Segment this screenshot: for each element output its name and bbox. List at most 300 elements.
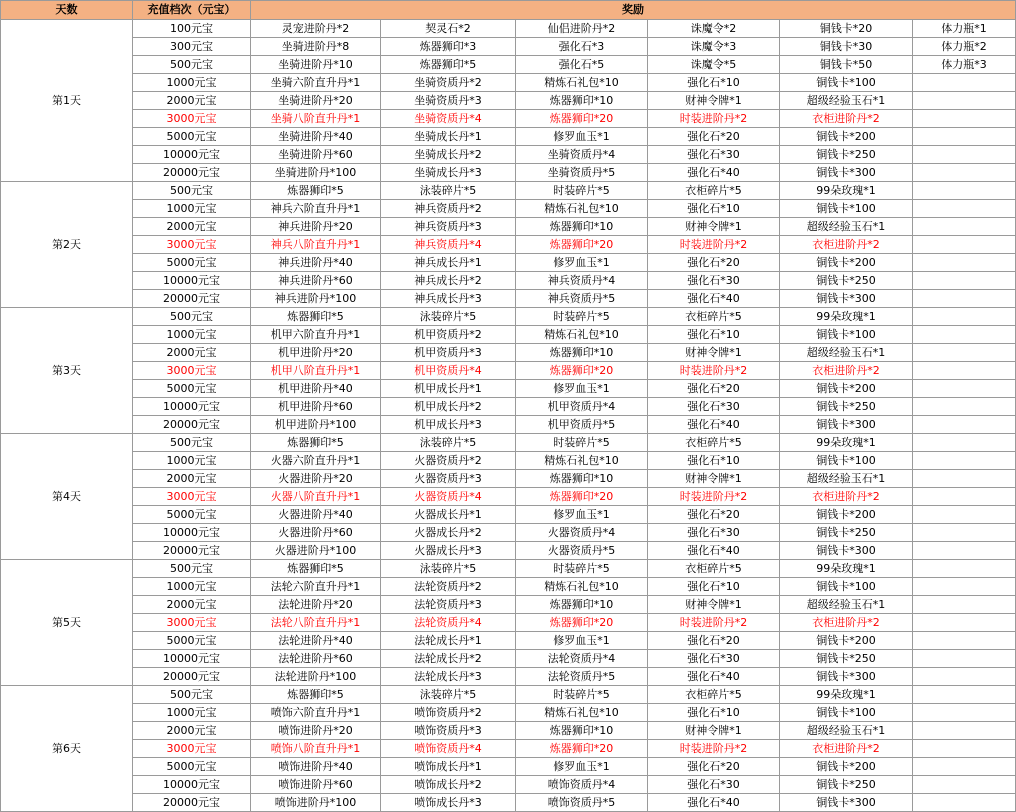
tier-cell: 500元宝: [133, 434, 251, 452]
reward-cell: 火器成长丹*1: [381, 506, 516, 524]
table-row: [1, 488, 1016, 506]
reward-cell: 法轮进阶丹*40: [251, 632, 381, 650]
tier-cell: 3000元宝: [133, 236, 251, 254]
reward-cell: 喷饰资质丹*4: [381, 740, 516, 758]
table-row: [1, 416, 1016, 434]
reward-cell: 坐骑资质丹*4: [381, 110, 516, 128]
reward-cell: 体力瓶*1: [913, 20, 1016, 38]
reward-cell: 铜钱卡*250: [780, 398, 913, 416]
reward-cell: 机甲进阶丹*100: [251, 416, 381, 434]
reward-cell: 修罗血玉*1: [516, 254, 648, 272]
reward-cell: [913, 128, 1016, 146]
reward-cell: 超级经验玉石*1: [780, 344, 913, 362]
tier-cell: 500元宝: [133, 56, 251, 74]
reward-cell: 超级经验玉石*1: [780, 470, 913, 488]
reward-cell: 修罗血玉*1: [516, 380, 648, 398]
reward-cell: 炼器狮印*5: [381, 56, 516, 74]
day-label: 第2天: [1, 182, 133, 308]
header-reward: 奖励: [251, 1, 1016, 20]
reward-cell: 契灵石*2: [381, 20, 516, 38]
reward-cell: 铜钱卡*100: [780, 578, 913, 596]
reward-cell: 修罗血玉*1: [516, 506, 648, 524]
reward-cell: 铜钱卡*200: [780, 506, 913, 524]
reward-cell: 机甲六阶直升丹*1: [251, 326, 381, 344]
tier-cell: 5000元宝: [133, 254, 251, 272]
reward-cell: 火器资质丹*4: [516, 524, 648, 542]
reward-cell: 法轮成长丹*3: [381, 668, 516, 686]
reward-cell: 精炼石礼包*10: [516, 74, 648, 92]
reward-cell: 财神令牌*1: [648, 218, 780, 236]
reward-cell: 修罗血玉*1: [516, 128, 648, 146]
reward-cell: 炼器狮印*20: [516, 740, 648, 758]
table-row: [1, 56, 1016, 74]
reward-cell: [913, 272, 1016, 290]
table-body: [1, 20, 1016, 812]
reward-cell: 喷饰进阶丹*100: [251, 794, 381, 812]
day-label: 第1天: [1, 20, 133, 182]
reward-cell: 强化石*20: [648, 632, 780, 650]
reward-cell: 强化石*40: [648, 416, 780, 434]
tier-cell: 1000元宝: [133, 326, 251, 344]
tier-cell: 1000元宝: [133, 578, 251, 596]
reward-cell: 机甲进阶丹*40: [251, 380, 381, 398]
reward-cell: 时装碎片*5: [516, 434, 648, 452]
reward-cell: [913, 722, 1016, 740]
reward-cell: 炼器狮印*10: [516, 92, 648, 110]
table-row: [1, 380, 1016, 398]
tier-cell: 5000元宝: [133, 632, 251, 650]
table-row: [1, 578, 1016, 596]
reward-cell: 修罗血玉*1: [516, 758, 648, 776]
reward-cell: 法轮进阶丹*20: [251, 596, 381, 614]
reward-cell: [913, 92, 1016, 110]
reward-cell: [913, 326, 1016, 344]
reward-cell: 泳装碎片*5: [381, 308, 516, 326]
reward-cell: 强化石*10: [648, 578, 780, 596]
reward-cell: 99朵玫瑰*1: [780, 686, 913, 704]
tier-cell: 10000元宝: [133, 146, 251, 164]
tier-cell: 3000元宝: [133, 488, 251, 506]
table-row: [1, 704, 1016, 722]
reward-cell: 99朵玫瑰*1: [780, 560, 913, 578]
table-row: [1, 776, 1016, 794]
table-row: [1, 506, 1016, 524]
tier-cell: 5000元宝: [133, 758, 251, 776]
reward-cell: 衣柜碎片*5: [648, 686, 780, 704]
reward-cell: 铜钱卡*300: [780, 290, 913, 308]
tier-cell: 2000元宝: [133, 596, 251, 614]
table-row: [1, 164, 1016, 182]
reward-cell: 强化石*10: [648, 452, 780, 470]
reward-cell: 铜钱卡*200: [780, 632, 913, 650]
table-row: [1, 668, 1016, 686]
table-row: [1, 38, 1016, 56]
table-row: [1, 182, 1016, 200]
reward-cell: [913, 74, 1016, 92]
reward-cell: 99朵玫瑰*1: [780, 182, 913, 200]
reward-cell: 精炼石礼包*10: [516, 200, 648, 218]
reward-cell: 强化石*40: [648, 164, 780, 182]
reward-cell: [913, 182, 1016, 200]
tier-cell: 20000元宝: [133, 290, 251, 308]
reward-cell: 喷饰资质丹*5: [516, 794, 648, 812]
reward-cell: 衣柜进阶丹*2: [780, 110, 913, 128]
reward-cell: 泳装碎片*5: [381, 686, 516, 704]
reward-cell: [913, 596, 1016, 614]
reward-cell: 火器资质丹*2: [381, 452, 516, 470]
reward-cell: [913, 236, 1016, 254]
reward-cell: [913, 110, 1016, 128]
reward-cell: [913, 164, 1016, 182]
reward-cell: 机甲资质丹*3: [381, 344, 516, 362]
reward-cell: 强化石*30: [648, 650, 780, 668]
table-row: [1, 146, 1016, 164]
reward-cell: [913, 632, 1016, 650]
tier-cell: 3000元宝: [133, 362, 251, 380]
reward-cell: 火器成长丹*2: [381, 524, 516, 542]
reward-cell: 衣柜进阶丹*2: [780, 740, 913, 758]
tier-cell: 10000元宝: [133, 650, 251, 668]
reward-cell: 喷饰六阶直升丹*1: [251, 704, 381, 722]
reward-cell: 坐骑六阶直升丹*1: [251, 74, 381, 92]
reward-cell: 财神令牌*1: [648, 722, 780, 740]
reward-cell: 坐骑进阶丹*40: [251, 128, 381, 146]
reward-cell: 神兵六阶直升丹*1: [251, 200, 381, 218]
reward-cell: 99朵玫瑰*1: [780, 434, 913, 452]
reward-cell: 强化石*30: [648, 398, 780, 416]
reward-cell: 法轮进阶丹*100: [251, 668, 381, 686]
tier-cell: 1000元宝: [133, 200, 251, 218]
table-row: [1, 326, 1016, 344]
reward-cell: 火器成长丹*3: [381, 542, 516, 560]
reward-cell: 喷饰资质丹*4: [516, 776, 648, 794]
reward-cell: 泳装碎片*5: [381, 560, 516, 578]
reward-cell: 神兵进阶丹*20: [251, 218, 381, 236]
reward-cell: 铜钱卡*100: [780, 74, 913, 92]
reward-cell: 铜钱卡*200: [780, 758, 913, 776]
reward-cell: [913, 146, 1016, 164]
reward-cell: 坐骑成长丹*2: [381, 146, 516, 164]
table-row: [1, 794, 1016, 812]
table-row: [1, 398, 1016, 416]
reward-cell: 时装碎片*5: [516, 308, 648, 326]
reward-cell: 炼器狮印*10: [516, 470, 648, 488]
tier-cell: 500元宝: [133, 308, 251, 326]
reward-cell: 铜钱卡*250: [780, 524, 913, 542]
reward-cell: 坐骑进阶丹*60: [251, 146, 381, 164]
reward-cell: 炼器狮印*5: [251, 686, 381, 704]
reward-cell: 神兵成长丹*1: [381, 254, 516, 272]
reward-cell: 炼器狮印*5: [251, 560, 381, 578]
reward-cell: 超级经验玉石*1: [780, 722, 913, 740]
reward-cell: 强化石*20: [648, 380, 780, 398]
reward-cell: 火器资质丹*3: [381, 470, 516, 488]
reward-cell: 衣柜碎片*5: [648, 560, 780, 578]
reward-cell: 炼器狮印*20: [516, 614, 648, 632]
reward-cell: 铜钱卡*250: [780, 776, 913, 794]
reward-cell: 喷饰进阶丹*60: [251, 776, 381, 794]
tier-cell: 500元宝: [133, 182, 251, 200]
reward-cell: 炼器狮印*10: [516, 722, 648, 740]
tier-cell: 2000元宝: [133, 218, 251, 236]
reward-cell: 法轮八阶直升丹*1: [251, 614, 381, 632]
tier-cell: 10000元宝: [133, 776, 251, 794]
reward-cell: 机甲成长丹*1: [381, 380, 516, 398]
reward-cell: 神兵进阶丹*60: [251, 272, 381, 290]
reward-cell: 强化石*10: [648, 704, 780, 722]
tier-cell: 2000元宝: [133, 92, 251, 110]
reward-cell: [913, 362, 1016, 380]
table-row: [1, 722, 1016, 740]
table-row: [1, 74, 1016, 92]
tier-cell: 5000元宝: [133, 506, 251, 524]
reward-cell: 强化石*30: [648, 272, 780, 290]
reward-cell: [913, 254, 1016, 272]
reward-cell: 炼器狮印*5: [251, 434, 381, 452]
reward-cell: 铜钱卡*200: [780, 254, 913, 272]
reward-cell: 法轮资质丹*4: [381, 614, 516, 632]
table-row: [1, 524, 1016, 542]
reward-cell: 火器资质丹*4: [381, 488, 516, 506]
reward-cell: [913, 434, 1016, 452]
reward-cell: 机甲八阶直升丹*1: [251, 362, 381, 380]
reward-cell: [913, 200, 1016, 218]
reward-cell: 铜钱卡*50: [780, 56, 913, 74]
reward-cell: 火器进阶丹*60: [251, 524, 381, 542]
table-row: [1, 344, 1016, 362]
reward-cell: 仙侣进阶丹*2: [516, 20, 648, 38]
reward-cell: 诛魔令*3: [648, 38, 780, 56]
reward-cell: 喷饰资质丹*2: [381, 704, 516, 722]
reward-cell: [913, 560, 1016, 578]
reward-cell: 神兵成长丹*3: [381, 290, 516, 308]
reward-cell: 铜钱卡*250: [780, 650, 913, 668]
reward-cell: 神兵资质丹*4: [381, 236, 516, 254]
reward-cell: 喷饰八阶直升丹*1: [251, 740, 381, 758]
reward-cell: 坐骑进阶丹*10: [251, 56, 381, 74]
reward-cell: [913, 686, 1016, 704]
reward-cell: 炼器狮印*20: [516, 110, 648, 128]
reward-cell: [913, 668, 1016, 686]
reward-cell: 铜钱卡*100: [780, 452, 913, 470]
reward-cell: 时装碎片*5: [516, 686, 648, 704]
tier-cell: 10000元宝: [133, 524, 251, 542]
table-row: [1, 92, 1016, 110]
table-row: [1, 218, 1016, 236]
reward-cell: [913, 416, 1016, 434]
reward-cell: 坐骑成长丹*1: [381, 128, 516, 146]
reward-cell: 强化石*40: [648, 794, 780, 812]
reward-cell: 炼器狮印*10: [516, 344, 648, 362]
reward-cell: [913, 524, 1016, 542]
reward-cell: 炼器狮印*5: [251, 308, 381, 326]
reward-cell: 强化石*20: [648, 506, 780, 524]
reward-cell: 火器进阶丹*20: [251, 470, 381, 488]
table-row: [1, 758, 1016, 776]
reward-cell: [913, 344, 1016, 362]
reward-cell: 时装进阶丹*2: [648, 740, 780, 758]
tier-cell: 3000元宝: [133, 740, 251, 758]
table-row: [1, 362, 1016, 380]
reward-cell: 法轮资质丹*4: [516, 650, 648, 668]
reward-cell: 灵宠进阶丹*2: [251, 20, 381, 38]
reward-cell: 机甲资质丹*5: [516, 416, 648, 434]
reward-cell: 火器八阶直升丹*1: [251, 488, 381, 506]
reward-cell: 强化石*10: [648, 74, 780, 92]
tier-cell: 500元宝: [133, 686, 251, 704]
reward-cell: 时装进阶丹*2: [648, 236, 780, 254]
reward-cell: 炼器狮印*5: [251, 182, 381, 200]
tier-cell: 1000元宝: [133, 704, 251, 722]
reward-cell: 喷饰成长丹*2: [381, 776, 516, 794]
reward-cell: 强化石*5: [516, 56, 648, 74]
reward-cell: 机甲资质丹*4: [381, 362, 516, 380]
reward-cell: [913, 542, 1016, 560]
reward-cell: 体力瓶*2: [913, 38, 1016, 56]
reward-cell: 强化石*20: [648, 128, 780, 146]
reward-cell: 坐骑进阶丹*8: [251, 38, 381, 56]
tier-cell: 300元宝: [133, 38, 251, 56]
reward-cell: 火器进阶丹*100: [251, 542, 381, 560]
reward-cell: 强化石*10: [648, 326, 780, 344]
tier-cell: 1000元宝: [133, 452, 251, 470]
table-row: [1, 110, 1016, 128]
reward-cell: [913, 380, 1016, 398]
reward-cell: 炼器狮印*20: [516, 488, 648, 506]
reward-cell: [913, 650, 1016, 668]
header-day: 天数: [1, 1, 133, 20]
tier-cell: 2000元宝: [133, 722, 251, 740]
reward-cell: 铜钱卡*300: [780, 794, 913, 812]
reward-cell: 机甲成长丹*2: [381, 398, 516, 416]
reward-cell: 衣柜碎片*5: [648, 308, 780, 326]
tier-cell: 10000元宝: [133, 272, 251, 290]
reward-cell: 衣柜进阶丹*2: [780, 236, 913, 254]
table-row: [1, 632, 1016, 650]
tier-cell: 5000元宝: [133, 380, 251, 398]
reward-cell: 铜钱卡*200: [780, 380, 913, 398]
reward-cell: 铜钱卡*300: [780, 416, 913, 434]
reward-cell: 火器资质丹*5: [516, 542, 648, 560]
tier-cell: 1000元宝: [133, 74, 251, 92]
reward-cell: 99朵玫瑰*1: [780, 308, 913, 326]
table-row: [1, 20, 1016, 38]
reward-cell: 铜钱卡*300: [780, 668, 913, 686]
header-row: [1, 1, 1016, 20]
reward-cell: 强化石*30: [648, 776, 780, 794]
reward-cell: 坐骑八阶直升丹*1: [251, 110, 381, 128]
reward-cell: [913, 506, 1016, 524]
reward-cell: 精炼石礼包*10: [516, 452, 648, 470]
reward-cell: [913, 776, 1016, 794]
table-row: [1, 542, 1016, 560]
reward-cell: 财神令牌*1: [648, 470, 780, 488]
reward-cell: 强化石*40: [648, 290, 780, 308]
reward-cell: 铜钱卡*300: [780, 542, 913, 560]
reward-cell: 铜钱卡*300: [780, 164, 913, 182]
reward-cell: 财神令牌*1: [648, 92, 780, 110]
tier-cell: 20000元宝: [133, 542, 251, 560]
reward-cell: 神兵成长丹*2: [381, 272, 516, 290]
reward-cell: 神兵资质丹*3: [381, 218, 516, 236]
reward-cell: 喷饰成长丹*3: [381, 794, 516, 812]
reward-cell: 法轮成长丹*1: [381, 632, 516, 650]
reward-cell: 财神令牌*1: [648, 344, 780, 362]
table-row: [1, 236, 1016, 254]
reward-cell: 强化石*40: [648, 542, 780, 560]
tier-cell: 500元宝: [133, 560, 251, 578]
reward-cell: 机甲进阶丹*60: [251, 398, 381, 416]
reward-cell: [913, 704, 1016, 722]
reward-cell: [913, 452, 1016, 470]
reward-cell: 神兵资质丹*2: [381, 200, 516, 218]
tier-cell: 2000元宝: [133, 344, 251, 362]
day-label: 第6天: [1, 686, 133, 812]
reward-cell: [913, 614, 1016, 632]
reward-cell: 坐骑成长丹*3: [381, 164, 516, 182]
reward-cell: 机甲资质丹*2: [381, 326, 516, 344]
tier-cell: 20000元宝: [133, 164, 251, 182]
reward-cell: 神兵资质丹*5: [516, 290, 648, 308]
tier-cell: 100元宝: [133, 20, 251, 38]
reward-cell: 机甲资质丹*4: [516, 398, 648, 416]
table-row: [1, 596, 1016, 614]
reward-cell: 炼器狮印*20: [516, 236, 648, 254]
tier-cell: 20000元宝: [133, 794, 251, 812]
reward-cell: 强化石*10: [648, 200, 780, 218]
reward-cell: 诛魔令*2: [648, 20, 780, 38]
table-row: [1, 308, 1016, 326]
table-row: [1, 452, 1016, 470]
reward-cell: 炼器狮印*10: [516, 218, 648, 236]
reward-cell: 铜钱卡*100: [780, 200, 913, 218]
tier-cell: 3000元宝: [133, 614, 251, 632]
reward-cell: 法轮成长丹*2: [381, 650, 516, 668]
table-row: [1, 686, 1016, 704]
tier-cell: 20000元宝: [133, 416, 251, 434]
reward-cell: 衣柜进阶丹*2: [780, 614, 913, 632]
reward-cell: 衣柜碎片*5: [648, 434, 780, 452]
reward-cell: 炼器狮印*20: [516, 362, 648, 380]
reward-cell: 强化石*3: [516, 38, 648, 56]
reward-cell: 喷饰进阶丹*20: [251, 722, 381, 740]
reward-cell: 神兵资质丹*4: [516, 272, 648, 290]
reward-cell: 喷饰成长丹*1: [381, 758, 516, 776]
reward-cell: 铜钱卡*100: [780, 326, 913, 344]
reward-cell: 修罗血玉*1: [516, 632, 648, 650]
reward-cell: 强化石*20: [648, 254, 780, 272]
reward-cell: [913, 578, 1016, 596]
reward-cell: [913, 758, 1016, 776]
reward-cell: 衣柜进阶丹*2: [780, 362, 913, 380]
reward-cell: [913, 488, 1016, 506]
table-row: [1, 560, 1016, 578]
tier-cell: 3000元宝: [133, 110, 251, 128]
reward-cell: 法轮进阶丹*60: [251, 650, 381, 668]
reward-cell: 精炼石礼包*10: [516, 578, 648, 596]
reward-cell: 坐骑资质丹*4: [516, 146, 648, 164]
reward-cell: [913, 398, 1016, 416]
table-row: [1, 128, 1016, 146]
reward-cell: 铜钱卡*200: [780, 128, 913, 146]
reward-cell: 泳装碎片*5: [381, 182, 516, 200]
reward-cell: 火器进阶丹*40: [251, 506, 381, 524]
tier-cell: 10000元宝: [133, 398, 251, 416]
reward-cell: 铜钱卡*250: [780, 272, 913, 290]
reward-cell: 炼器狮印*3: [381, 38, 516, 56]
reward-cell: [913, 290, 1016, 308]
table-row: [1, 650, 1016, 668]
